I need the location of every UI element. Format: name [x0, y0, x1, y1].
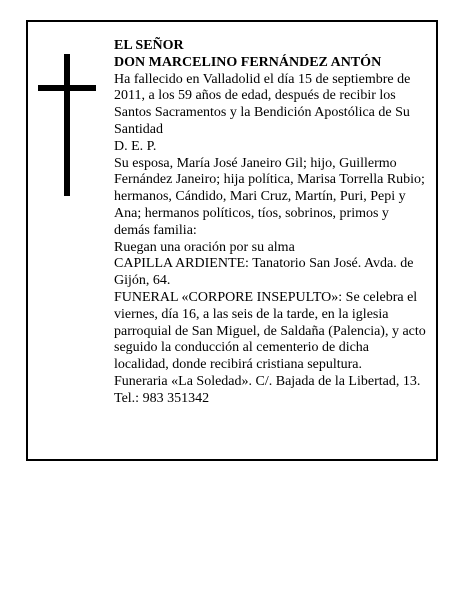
cross-vertical-bar: [64, 54, 70, 196]
cross-horizontal-bar: [38, 85, 96, 91]
funeral-home-info: Funeraria «La Soledad». C/. Bajada de la Libertad, 13. Tel.: 983 351342: [114, 373, 421, 406]
chapel-info: CAPILLA ARDIENTE: Tanatorio San José. Avda. de Gijón, 64.: [114, 256, 414, 289]
cross-icon: [38, 54, 96, 196]
death-announcement: Ha fallecido en Valladolid el día 15 de septiembre de 2011, a los 59 años de edad, después de recibir los Santos Sacramentos y la Bendición Apostólica de Su Santidad: [114, 71, 411, 137]
prayer-request: Ruegan una oración por su alma: [114, 239, 295, 255]
title-line-1: EL SEÑOR: [114, 38, 184, 53]
deceased-name: DON MARCELINO FERNÁNDEZ ANTÓN: [114, 54, 382, 70]
rest-in-peace: D. E. P.: [114, 138, 157, 154]
funeral-info: FUNERAL «CORPORE INSEPULTO»: Se celebra el viernes, día 16, a las seis de la tarde, en la iglesia parroquial de San Miguel, de Saldaña (Palencia), y acto seguido la conducción al cementerio de dicha localidad, donde recibirá cristiana sepultura.: [114, 289, 426, 373]
obituary-text: [114, 38, 426, 408]
family-members: Su esposa, María José Janeiro Gil; hijo, Guillermo Fernández Janeiro; hija política, Marisa Torrella Rubio; hermanos, Cándido, Mari Cruz, Martín, Puri, Pepi y Ana; hermanos políticos, tíos, sobrinos, primos y demás familia:: [114, 155, 425, 238]
